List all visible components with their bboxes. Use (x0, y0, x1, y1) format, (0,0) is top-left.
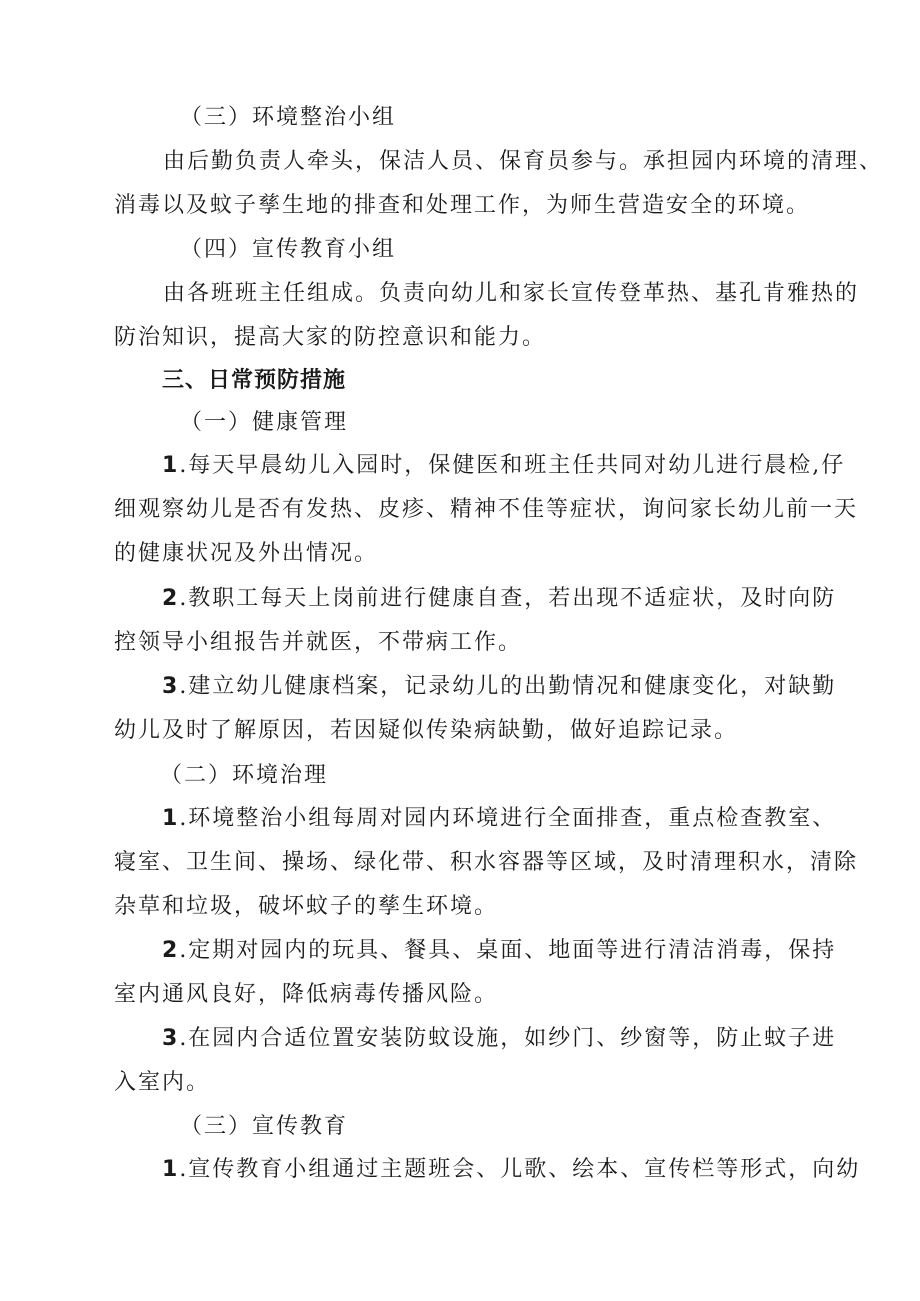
paragraph-line: 寝室、卫生间、操场、绿化带、积水容器等区域，及时清理积水，清除 (114, 850, 859, 875)
item-number: 1 (162, 806, 180, 831)
paragraph-line: 防治知识，提高大家的防控意识和能力。 (114, 325, 547, 350)
chapter-title-daily-prevention: 三、日常预防措施 (162, 368, 347, 393)
subsection-title-environment: （二）环境治理 (160, 763, 329, 788)
paragraph-line: 由各班班主任组成。负责向幼儿和家长宣传登革热、基孔肯雅热的 (163, 281, 860, 306)
subsection-title-publicity: （三）宣传教育 (180, 1114, 349, 1139)
list-item (162, 1025, 836, 1053)
item-text: .每天早晨幼儿入园时，保健医和班主任共同对幼儿进行晨检,仔 (179, 453, 846, 478)
item-number: 1 (162, 1157, 180, 1182)
item-number: 2 (162, 938, 180, 963)
section-title-env-group: （三）环境整治小组 (180, 105, 397, 130)
item-number: 3 (162, 1026, 180, 1051)
item-number: 1 (162, 453, 180, 478)
list-item (162, 937, 836, 965)
item-number: 3 (162, 674, 180, 699)
paragraph-line: 杂草和垃圾，破坏蚊子的孳生环境。 (114, 894, 499, 919)
paragraph-line: 入室内。 (114, 1070, 211, 1095)
subsection-title-health: （一）健康管理 (180, 410, 349, 435)
paragraph-line: 控领导小组报告并就医，不带病工作。 (114, 630, 523, 655)
item-text: .环境整治小组每周对园内环境进行全面排查，重点检查教室、 (179, 806, 837, 831)
item-text: .宣传教育小组通过主题班会、儿歌、绘本、宣传栏等形式，向幼 (179, 1157, 861, 1182)
list-item (162, 673, 836, 701)
item-text: .定期对园内的玩具、餐具、桌面、地面等进行清洁消毒，保持 (179, 938, 837, 963)
paragraph-line: 由后勤负责人牵头，保洁人员、保育员参与。承担园内环境的清理、 (163, 149, 884, 174)
item-text: .在园内合适位置安装防蚊设施，如纱门、纱窗等，防止蚊子进 (179, 1026, 837, 1051)
paragraph-line: 幼儿及时了解原因，若因疑似传染病缺勤，做好追踪记录。 (114, 718, 739, 743)
item-text: .教职工每天上岗前进行健康自查，若出现不适症状，及时向防 (179, 586, 837, 611)
paragraph-line: 细观察幼儿是否有发热、皮疹、精神不佳等症状，询问家长幼儿前一天 (114, 497, 859, 522)
list-item (162, 452, 845, 480)
paragraph-line: 室内通风良好，降低病毒传播风险。 (114, 982, 499, 1007)
list-item (162, 585, 836, 613)
list-item (162, 1156, 860, 1184)
section-title-publicity-group: （四）宣传教育小组 (180, 237, 397, 262)
paragraph-line: 消毒以及蚊子孳生地的排查和处理工作，为师生营造安全的环境。 (114, 193, 811, 218)
item-number: 2 (162, 586, 180, 611)
list-item (162, 805, 836, 833)
paragraph-line: 的健康状况及外出情况。 (114, 541, 379, 566)
item-text: .建立幼儿健康档案，记录幼儿的出勤情况和健康变化，对缺勤 (179, 674, 837, 699)
